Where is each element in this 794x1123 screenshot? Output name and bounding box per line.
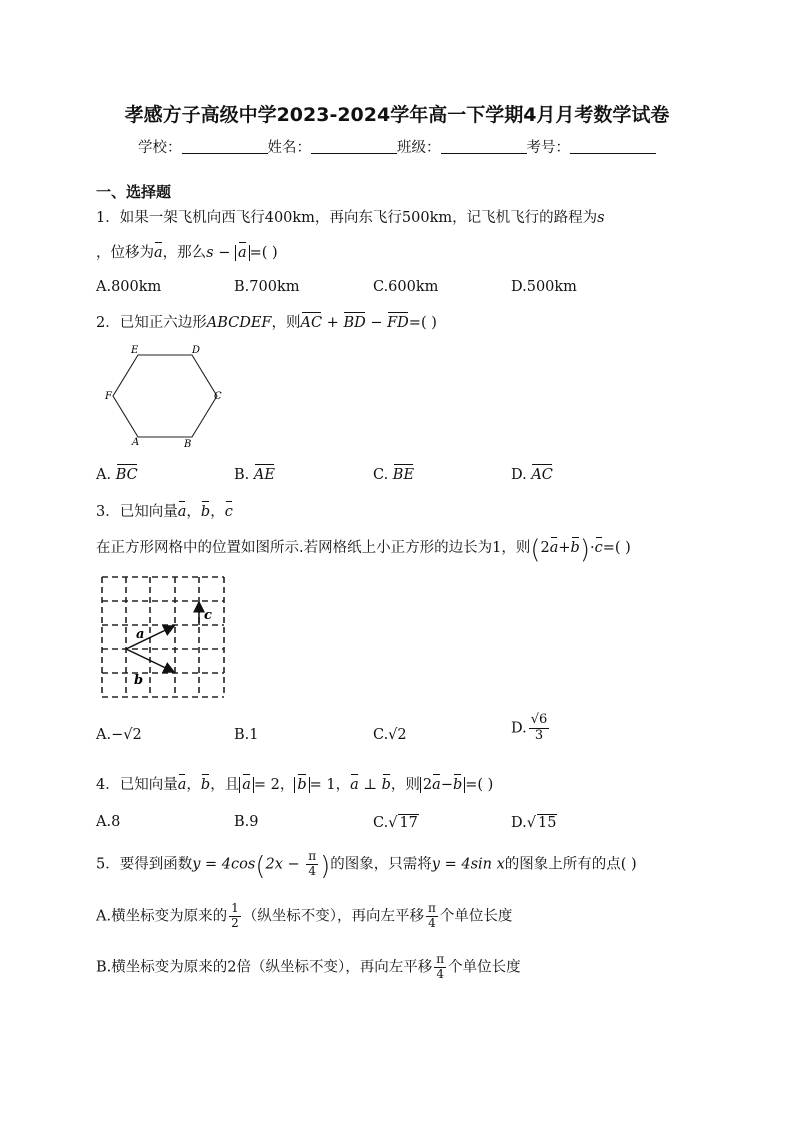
q5-text-c: 的图象上所有的点( ) bbox=[504, 856, 637, 873]
q1-option-a[interactable]: A.800km bbox=[96, 279, 162, 295]
q4-option-d[interactable]: D.√ 15 bbox=[511, 815, 557, 831]
student-info-line bbox=[0, 136, 794, 157]
q4-cond1: = 2， bbox=[253, 777, 295, 793]
q2-vec-ac: AC bbox=[300, 315, 323, 331]
q1-option-c[interactable]: C.600km bbox=[373, 279, 439, 295]
q5-option-a[interactable] bbox=[96, 902, 512, 931]
q4-and: ，且 bbox=[210, 777, 240, 793]
q3-expr-a: a bbox=[549, 540, 559, 556]
q5-arg: 2x bbox=[265, 856, 283, 873]
q3-option-a[interactable]: A.−√2 bbox=[96, 727, 142, 743]
q2-opt-d-vec: AC bbox=[531, 467, 553, 483]
section-heading: 一、选择题 bbox=[96, 183, 172, 201]
q4-opt-c-prefix: C. bbox=[373, 815, 389, 831]
exam-no-label: 考号： bbox=[526, 140, 570, 156]
q4-option-a[interactable]: A.8 bbox=[96, 814, 121, 830]
q3-line1: 3．已知向量a，b，c bbox=[96, 504, 233, 520]
q5-opt-a-pi-den: 4 bbox=[428, 915, 436, 930]
q2-then: ，则 bbox=[271, 315, 301, 331]
vector-grid-figure bbox=[98, 573, 230, 703]
q5-opt-b-text1: B.横坐标变为原来的2倍（纵坐标不变），再向左平移 bbox=[96, 959, 433, 976]
q3-line2: 在正方形网格中的位置如图所示.若网格纸上小正方形的边长为1，则(2a+b)·c=( ) bbox=[96, 535, 631, 565]
q5-opt-a-text3: 个单位长度 bbox=[439, 908, 513, 925]
q4-then: ，则 bbox=[390, 777, 420, 793]
q3-expr-c: c bbox=[594, 540, 603, 556]
q4-opt-d-radicand: 15 bbox=[537, 815, 557, 831]
q3-text: 3．已知向量 bbox=[96, 504, 178, 520]
vector-a-label: a bbox=[136, 627, 145, 642]
q5-opt-b-pi4 bbox=[434, 953, 446, 982]
q1-option-b[interactable]: B.700km bbox=[234, 279, 300, 295]
q2-opt-a-prefix: A. bbox=[96, 467, 112, 483]
q2-opt-c-vec: BE bbox=[392, 467, 415, 483]
q5-half-den: 2 bbox=[231, 915, 239, 930]
q1-vec-a: a bbox=[154, 245, 163, 261]
q3-option-b[interactable]: B.1 bbox=[234, 727, 259, 743]
q1-abs-a bbox=[235, 245, 250, 261]
class-label: 班级： bbox=[397, 140, 441, 156]
q1-minus: − bbox=[213, 245, 235, 261]
q4-opt-d-prefix: D. bbox=[511, 815, 527, 831]
vector-c-label: c bbox=[204, 608, 212, 623]
q4-vec-a: a bbox=[177, 777, 187, 793]
q5-opt-b-text2: 个单位长度 bbox=[448, 959, 521, 976]
exam-title: 孝感方子高级中学2023-2024学年高一下学期4月月考数学试卷 bbox=[124, 104, 670, 126]
q1-displacement-text: ，位移为 bbox=[96, 245, 154, 261]
q2-hexagon-name: ABCDEF bbox=[206, 315, 272, 331]
school-blank bbox=[182, 139, 268, 154]
vertex-f-label: F bbox=[105, 391, 112, 402]
q5-stem: 5．要得到函数y = 4cos(2x − $\frac{\pi}{4}$ )的图象，只需将y = 4sin x的图象上所有的点( ) bbox=[96, 849, 637, 882]
q3-option-d[interactable] bbox=[511, 713, 551, 744]
q2-opt-b-vec: AE bbox=[253, 467, 275, 483]
q5-func-cos: y = 4cos bbox=[192, 856, 256, 873]
q2-opt-a-vec: BC bbox=[115, 467, 138, 483]
q1-text: 1．如果一架飞机向西飞行400km，再向东飞行500km，记飞机飞行的路程为 bbox=[96, 210, 598, 226]
q1-var-s: s bbox=[597, 210, 605, 226]
exam-no-blank bbox=[570, 139, 656, 154]
grid-lines bbox=[102, 577, 224, 697]
q5-opt-a-text1: A.横坐标变为原来的 bbox=[96, 908, 228, 925]
q4-stem: 4．已知向量a，b，且 a = 2， b = 1，a ⊥ b，则 2a−b =( ) bbox=[96, 777, 494, 793]
q2-vec-fd: FD bbox=[387, 315, 409, 331]
q2-option-d[interactable] bbox=[511, 467, 553, 483]
q1-then-text: ，那么 bbox=[162, 245, 207, 261]
hexagon-figure bbox=[100, 338, 230, 453]
q2-option-c[interactable] bbox=[373, 467, 414, 483]
q4-vec-b: b bbox=[200, 777, 211, 793]
q2-vec-bd: BD bbox=[343, 315, 366, 331]
q2-expr-tail: =( ) bbox=[408, 315, 437, 331]
q2-opt-d-prefix: D. bbox=[511, 467, 527, 483]
q1-expr-s: s bbox=[206, 245, 214, 261]
vertex-b-label: B bbox=[184, 439, 192, 450]
q3-expr-b: b bbox=[570, 540, 580, 556]
q3-opt-d-fraction bbox=[529, 713, 550, 744]
q5-half-num: 1 bbox=[231, 901, 239, 915]
q4-option-b[interactable]: B.9 bbox=[234, 814, 259, 830]
q3-option-c[interactable]: C.√2 bbox=[373, 727, 407, 743]
q4-option-c[interactable]: C.√ 17 bbox=[373, 815, 418, 831]
q2-opt-c-prefix: C. bbox=[373, 467, 389, 483]
class-blank bbox=[441, 139, 527, 154]
vertex-d-label: D bbox=[192, 345, 201, 356]
q4-perp-a: a bbox=[350, 777, 359, 793]
q3-vec-c: c bbox=[224, 504, 233, 520]
q5-text-b: 的图象，只需将 bbox=[330, 856, 432, 873]
q5-opt-a-pi4 bbox=[426, 902, 438, 931]
q5-pi-over-4 bbox=[306, 850, 318, 879]
vertex-e-label: E bbox=[131, 345, 139, 356]
q2-option-a[interactable] bbox=[96, 467, 138, 483]
q5-opt-a-pi-num: π bbox=[427, 901, 436, 915]
q3-opt-d-prefix: D. bbox=[511, 720, 527, 737]
q1-line2 bbox=[96, 241, 278, 262]
q5-func-sin: y = 4sin x bbox=[431, 856, 505, 873]
q3-rparen: ) bbox=[579, 535, 590, 565]
q3-vec-a: a bbox=[177, 504, 187, 520]
q3-lparen: ( bbox=[530, 535, 541, 565]
q1-line1 bbox=[96, 206, 605, 227]
q1-expr-tail: =( ) bbox=[249, 245, 278, 261]
q2-option-b[interactable] bbox=[234, 467, 275, 483]
q2-text: 2．已知正六边形 bbox=[96, 315, 207, 331]
q3-vec-b: b bbox=[200, 504, 211, 520]
q4-cond2: = 1， bbox=[309, 777, 351, 793]
q3-expr-tail: =( ) bbox=[602, 540, 631, 556]
q4-perp-b: b bbox=[381, 777, 391, 793]
q5-text: 5．要得到函数 bbox=[96, 856, 193, 873]
q1-abs-vec-a: a bbox=[237, 245, 247, 261]
q5-rparen: ) bbox=[320, 851, 331, 882]
q4-abs-expr: 2a−b bbox=[420, 777, 465, 793]
vertex-c-label: C bbox=[214, 391, 222, 402]
q5-pi-num: π bbox=[308, 849, 317, 863]
q1-option-d[interactable]: D.500km bbox=[511, 279, 577, 295]
q2-opt-b-prefix: B. bbox=[234, 467, 250, 483]
q3-opt-d-num: √6 bbox=[530, 712, 548, 727]
q4-expr-tail: =( ) bbox=[465, 777, 494, 793]
name-label: 姓名： bbox=[267, 140, 311, 156]
vector-b-label: b bbox=[134, 673, 144, 688]
q5-option-b[interactable] bbox=[96, 953, 521, 982]
q5-opt-a-half bbox=[229, 902, 241, 931]
q5-opt-b-pi-num: π bbox=[436, 952, 445, 966]
q4-opt-c-radicand: 17 bbox=[399, 815, 418, 831]
hexagon-shape bbox=[113, 355, 217, 437]
q2-stem: 2．已知正六边形ABCDEF，则AC + BD − FD=( ) bbox=[96, 315, 437, 331]
q4-abs-a: a bbox=[239, 777, 254, 793]
school-label: 学校： bbox=[138, 140, 182, 156]
q5-lparen: ( bbox=[255, 851, 266, 882]
q4-abs-b: b bbox=[294, 777, 309, 793]
q5-pi-den: 4 bbox=[308, 863, 317, 878]
q5-opt-a-text2: （纵坐标不变），再向左平移 bbox=[242, 908, 424, 925]
q3-text2: 在正方形网格中的位置如图所示.若网格纸上小正方形的边长为1，则 bbox=[96, 540, 531, 556]
q5-opt-b-pi-den: 4 bbox=[436, 966, 445, 981]
name-blank bbox=[311, 139, 397, 154]
q3-opt-d-den: 3 bbox=[534, 727, 544, 743]
q4-text: 4．已知向量 bbox=[96, 777, 178, 793]
vertex-a-label: A bbox=[132, 437, 140, 448]
